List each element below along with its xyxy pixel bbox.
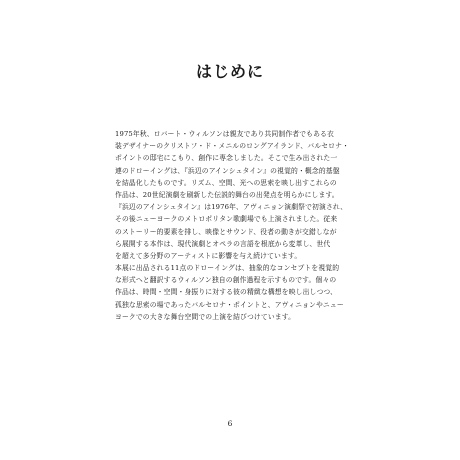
body-line: その後ニューヨークのメトロポリタン歌劇場でも上演されました。従来 — [115, 215, 338, 224]
body-line: 本展に出品される11点のドローイングは、抽象的なコンセプトを視覚的 — [115, 264, 340, 273]
body-line: 装デザイナーのクリストフ・ド・メニルのロングアイランド、バルセロナ・ — [115, 142, 350, 151]
page-title: はじめに — [195, 62, 264, 81]
body-line: 連のドローイングは、『浜辺のアインシュタイン』の視覚的・概念的基盤 — [115, 166, 340, 175]
body-line: ら展開する本作は、現代演劇とオペラの言語を根底から変革し、世代 — [115, 239, 331, 248]
body-text — [115, 128, 355, 323]
body-line: 『浜辺のアインシュタイン』は1976年、アヴィニョン演劇祭で初演され、 — [115, 203, 348, 212]
body-line: を超えて多分野のアーティストに影響を与え続けています。 — [115, 251, 302, 260]
body-line: を結晶化したものです。リズム、空間、光への思索を映し出すこれらの — [115, 178, 337, 187]
body-line: ヨークでの大きな舞台空間での上演を結びつけています。 — [115, 312, 296, 321]
body-line: のストーリー的要素を排し、映像とサウンド、役者の動きが交錯しなが — [115, 227, 337, 236]
body-line: 孤独な思索の場であったバルセロナ・ポイントと、アヴィニョンやニュー — [115, 300, 344, 309]
body-line: ポイントの邸宅にこもり、創作に専念しました。そこで生み出された一 — [115, 154, 338, 163]
page-number: 6 — [227, 419, 233, 428]
body-line: 作品は、20世紀演劇を刷新した伝説的舞台の出発点を明らかにします。 — [115, 190, 339, 199]
body-line: な形式へと翻訳するウィルソン独自の創作過程を示すものです。個々の — [115, 276, 337, 285]
body-line: 1975年秋、ロバート・ウィルソンは親友であり共同制作者でもある衣 — [115, 130, 334, 138]
body-line: 作品は、時間・空間・身振りに対する彼の精緻な構想を映し出しつつ、 — [115, 288, 338, 297]
